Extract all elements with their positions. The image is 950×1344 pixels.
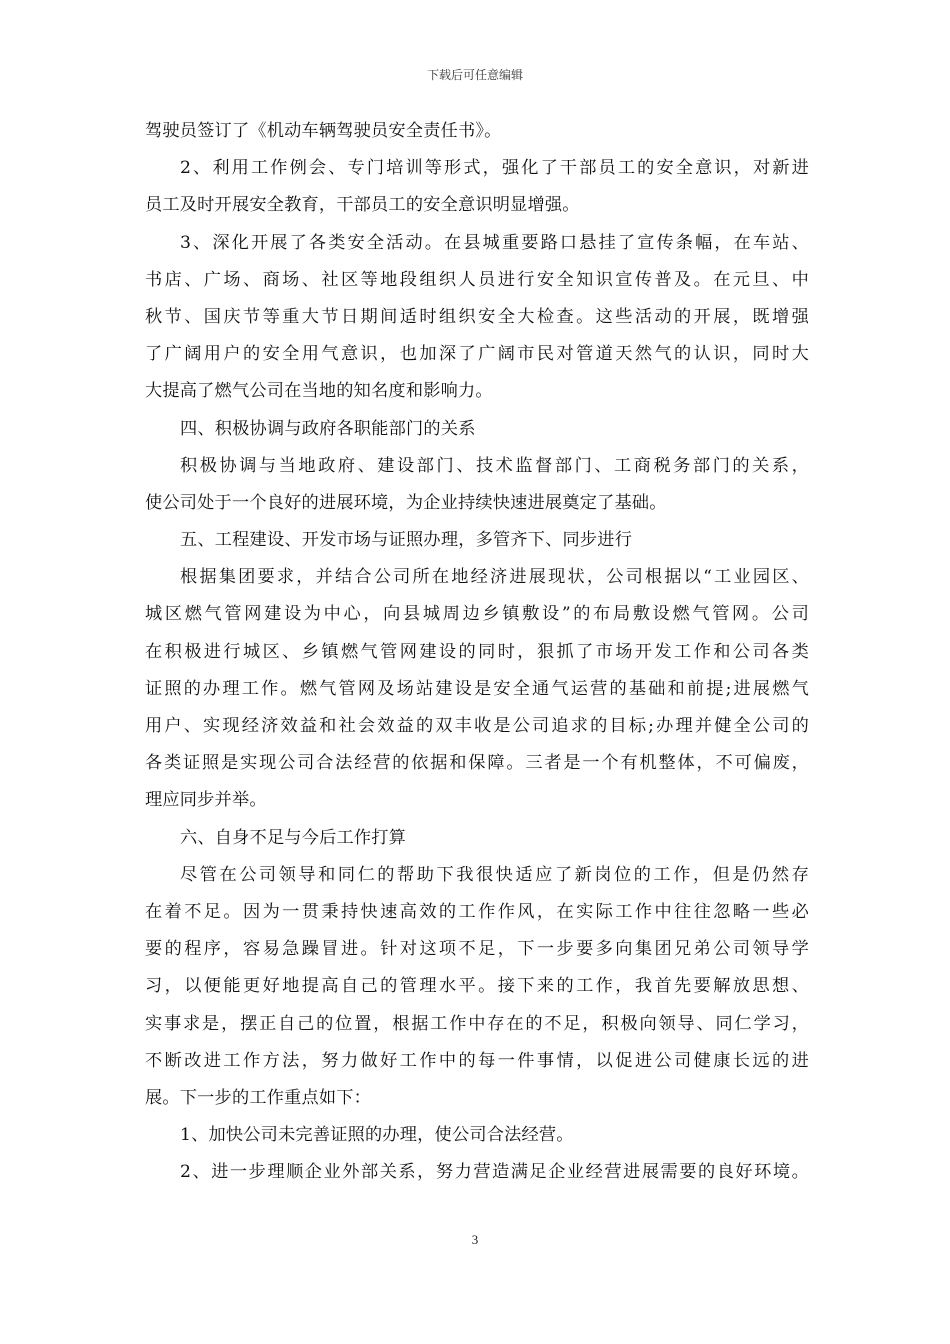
text-line: 各类证照是实现公司合法经营的依据和保障。三者是一个有机整体，不可偏废， [145, 753, 809, 774]
text-line: 四、积极协调与政府各职能部门的关系 [180, 418, 476, 439]
text-line: 城区燃气管网建设为中心，向县城周边乡镇敷设”的布局敷设燃气管网。公司 [145, 604, 809, 625]
text-line: 驾驶员签订了《机动车辆驾驶员安全责任书》。 [145, 121, 502, 141]
text-line: 2、进一步理顺企业外部关系，努力营造满足企业经营进展需要的良好环境。 [180, 1162, 809, 1183]
text-line: 了广阔用户的安全用气意识，也加深了广阔市民对管道天然气的认识，同时大 [145, 344, 809, 365]
text-line: 证照的办理工作。燃气管网及场站建设是安全通气运营的基础和前提;进展燃气 [145, 678, 809, 699]
text-line: 使公司处于一个良好的进展环境，为企业持续快速进展奠定了基础。 [145, 492, 667, 513]
text-line: 积极协调与当地政府、建设部门、技术监督部门、工商税务部门的关系， [180, 455, 809, 476]
text-line: 五、工程建设、开发市场与证照办理，多管齐下、同步进行 [180, 530, 633, 551]
text-line: 六、自身不足与今后工作打算 [180, 827, 407, 848]
text-line: 1、加快公司未完善证照的办理，使公司合法经营。 [180, 1125, 574, 1146]
text-line: 不断改进工作方法，努力做好工作中的每一件事情，以促进公司健康长远的进 [145, 1050, 809, 1071]
text-line: 用户、实现经济效益和社会效益的双丰收是公司追求的目标;办理并健全公司的 [145, 716, 809, 736]
text-line: 员工及时开展安全教育，干部员工的安全意识明显增强。 [145, 195, 580, 216]
text-line: 2、利用工作例会、专门培训等形式，强化了干部员工的安全意识，对新进 [180, 158, 809, 179]
text-line: 书店、广场、商场、社区等地段组织人员进行安全知识宣传普及。在元旦、中 [145, 269, 809, 290]
text-line: 尽管在公司领导和同仁的帮助下我很快适应了新岗位的工作，但是仍然存 [180, 864, 809, 885]
text-line: 在积极进行城区、乡镇燃气管网建设的同时，狠抓了市场开发工作和公司各类 [145, 641, 809, 662]
text-line: 在着不足。因为一贯秉持快速高效的工作作风，在实际工作中往往忽略一些必 [145, 901, 809, 922]
text-line: 展。下一步的工作重点如下： [145, 1087, 372, 1108]
text-line: 要的程序，容易急躁冒进。针对这项不足，下一步要多向集团兄弟公司领导学 [145, 939, 809, 960]
page-header: 下载后可任意编辑 [426, 68, 523, 82]
text-line: 根据集团要求，并结合公司所在地经济进展现状，公司根据以“工业园区、 [180, 567, 809, 588]
text-line: 秋节、国庆节等重大节日期间适时组织安全大检查。这些活动的开展，既增强 [145, 306, 809, 327]
text-line: 实事求是，摆正自己的位置，根据工作中存在的不足，积极向领导、同仁学习， [145, 1013, 809, 1034]
page-number: 3 [471, 1232, 479, 1247]
text-line: 3、深化开展了各类安全活动。在县城重要路口悬挂了宣传条幅，在车站、 [180, 232, 809, 253]
document-body [145, 113, 809, 1191]
text-line: 习，以便能更好地提高自己的管理水平。接下来的工作，我首先要解放思想、 [145, 976, 809, 997]
text-line: 大提高了燃气公司在当地的知名度和影响力。 [145, 381, 493, 402]
text-line: 理应同步并举。 [145, 790, 267, 811]
